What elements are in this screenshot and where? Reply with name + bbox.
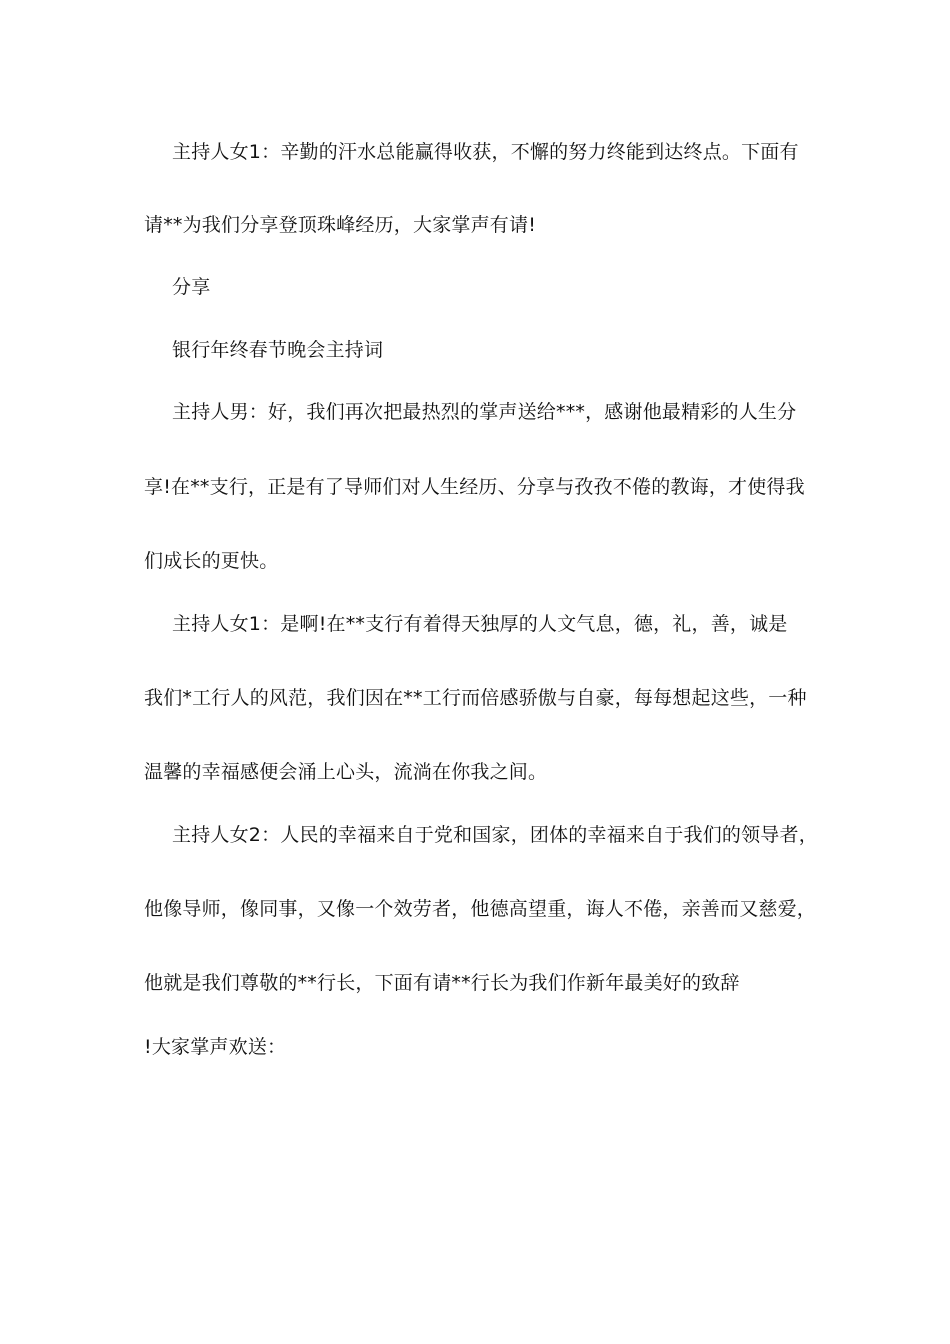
paragraph-line: 温馨的幸福感便会涌上心头，流淌在你我之间。 bbox=[144, 761, 548, 783]
paragraph-line: 们成长的更快。 bbox=[144, 550, 279, 572]
paragraph-line: 请**为我们分享登顶珠峰经历，大家掌声有请! bbox=[144, 214, 537, 236]
paragraph-line: 享!在**支行，正是有了导师们对人生经历、分享与孜孜不倦的教诲，才使得我 bbox=[144, 476, 805, 498]
paragraph-line: 他像导师，像同事，又像一个效劳者，他德高望重，诲人不倦，亲善而又慈爱， bbox=[144, 898, 817, 920]
paragraph-line: 主持人女2：人民的幸福来自于党和国家，团体的幸福来自于我们的领导者， bbox=[172, 824, 818, 846]
paragraph-line: 分享 bbox=[172, 276, 211, 298]
section-title: 银行年终春节晚会主持词 bbox=[172, 339, 384, 361]
paragraph-line: 主持人女1：辛勤的汗水总能赢得收获，不懈的努力终能到达终点。下面有 bbox=[172, 141, 799, 163]
paragraph-line: 我们*工行人的风范，我们因在**工行而倍感骄傲与自豪，每每想起这些，一种 bbox=[144, 687, 807, 709]
paragraph-line: 主持人男：好，我们再次把最热烈的掌声送给***，感谢他最精彩的人生分 bbox=[172, 401, 797, 423]
paragraph-line: 他就是我们尊敬的**行长，下面有请**行长为我们作新年最美好的致辞 bbox=[144, 972, 740, 994]
paragraph-line: 主持人女1：是啊!在**支行有着得天独厚的人文气息，德，礼，善，诚是 bbox=[172, 613, 788, 635]
paragraph-line: !大家掌声欢送： bbox=[144, 1036, 287, 1058]
